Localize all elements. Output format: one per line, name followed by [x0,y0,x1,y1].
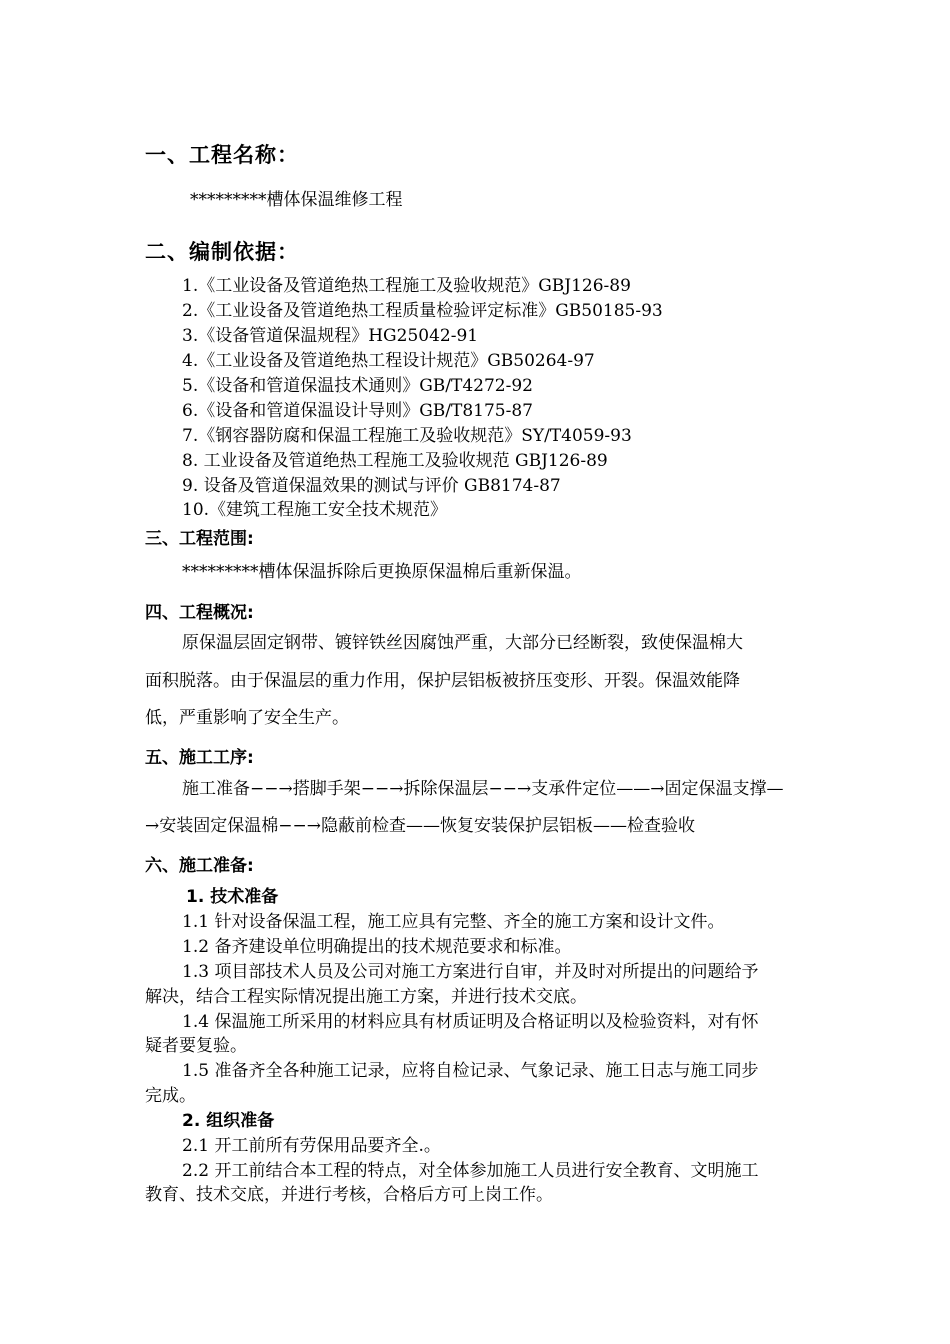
org-prep-line: 2.2 开工前结合本工程的特点，对全体参加施工人员进行安全教育、文明施工 [182,1161,759,1181]
tech-prep-line: 1.4 保温施工所采用的材料应具有材质证明及合格证明以及检验资料，对有怀 [182,1012,759,1032]
tech-prep-line: 1.2 备齐建设单位明确提出的技术规范要求和标准。 [182,937,572,957]
tech-prep-line: 完成。 [145,1086,196,1106]
section-3-title: 三、工程范围: [145,529,254,549]
reference-item: 5.《设备和管道保温技术通则》GB/T4272-92 [182,376,533,396]
section-2-title: 二、编制依据： [145,240,299,264]
reference-item: 7.《钢容器防腐和保温工程施工及验收规范》SY/T4059-93 [182,426,632,446]
org-prep-title: 2. 组织准备 [182,1111,275,1131]
section-6-title: 六、施工准备: [145,856,254,876]
overview-line: 面积脱落。由于保温层的重力作用，保护层铝板被挤压变形、开裂。保温效能降 [145,671,740,691]
section-4-title: 四、工程概况: [145,603,254,623]
overview-line: 原保温层固定钢带、镀锌铁丝因腐蚀严重，大部分已经断裂，致使保温棉大 [182,633,743,653]
reference-item: 9. 设备及管道保温效果的测试与评价 GB8174-87 [182,476,561,496]
section-1-content: *********槽体保温维修工程 [190,190,403,210]
tech-prep-line: 疑者要复验。 [145,1036,247,1056]
tech-prep-title: 1. 技术准备 [186,887,279,907]
reference-item: 2.《工业设备及管道绝热工程质量检验评定标准》GB50185-93 [182,301,663,321]
org-prep-line: 教育、技术交底，并进行考核，合格后方可上岗工作。 [145,1185,553,1205]
reference-item: 3.《设备管道保温规程》HG25042-91 [182,326,479,346]
process-line: 施工准备−−→搭脚手架−−→拆除保温层−−→支承件定位——→固定保温支撑— [182,779,784,799]
section-1-title: 一、工程名称： [145,143,299,167]
reference-item: 8. 工业设备及管道绝热工程施工及验收规范 GBJ126-89 [182,451,608,471]
reference-item: 1.《工业设备及管道绝热工程施工及验收规范》GBJ126-89 [182,276,631,296]
tech-prep-line: 1.5 准备齐全各种施工记录，应将自检记录、气象记录、施工日志与施工同步 [182,1061,759,1081]
tech-prep-line: 1.3 项目部技术人员及公司对施工方案进行自审，并及时对所提出的问题给予 [182,962,759,982]
overview-line: 低，严重影响了安全生产。 [145,708,349,728]
reference-item: 10.《建筑工程施工安全技术规范》 [182,500,448,520]
process-line: →安装固定保温棉−−→隐蔽前检查——恢复安装保护层铝板——检查验收 [145,816,695,836]
tech-prep-line: 解决，结合工程实际情况提出施工方案，并进行技术交底。 [145,987,587,1007]
tech-prep-line: 1.1 针对设备保温工程，施工应具有完整、齐全的施工方案和设计文件。 [182,912,725,932]
section-3-content: *********槽体保温拆除后更换原保温棉后重新保温。 [182,562,582,582]
reference-item: 6.《设备和管道保温设计导则》GB/T8175-87 [182,401,533,421]
org-prep-line: 2.1 开工前所有劳保用品要齐全.。 [182,1136,441,1156]
reference-item: 4.《工业设备及管道绝热工程设计规范》GB50264-97 [182,351,595,371]
section-5-title: 五、施工工序: [145,748,254,768]
